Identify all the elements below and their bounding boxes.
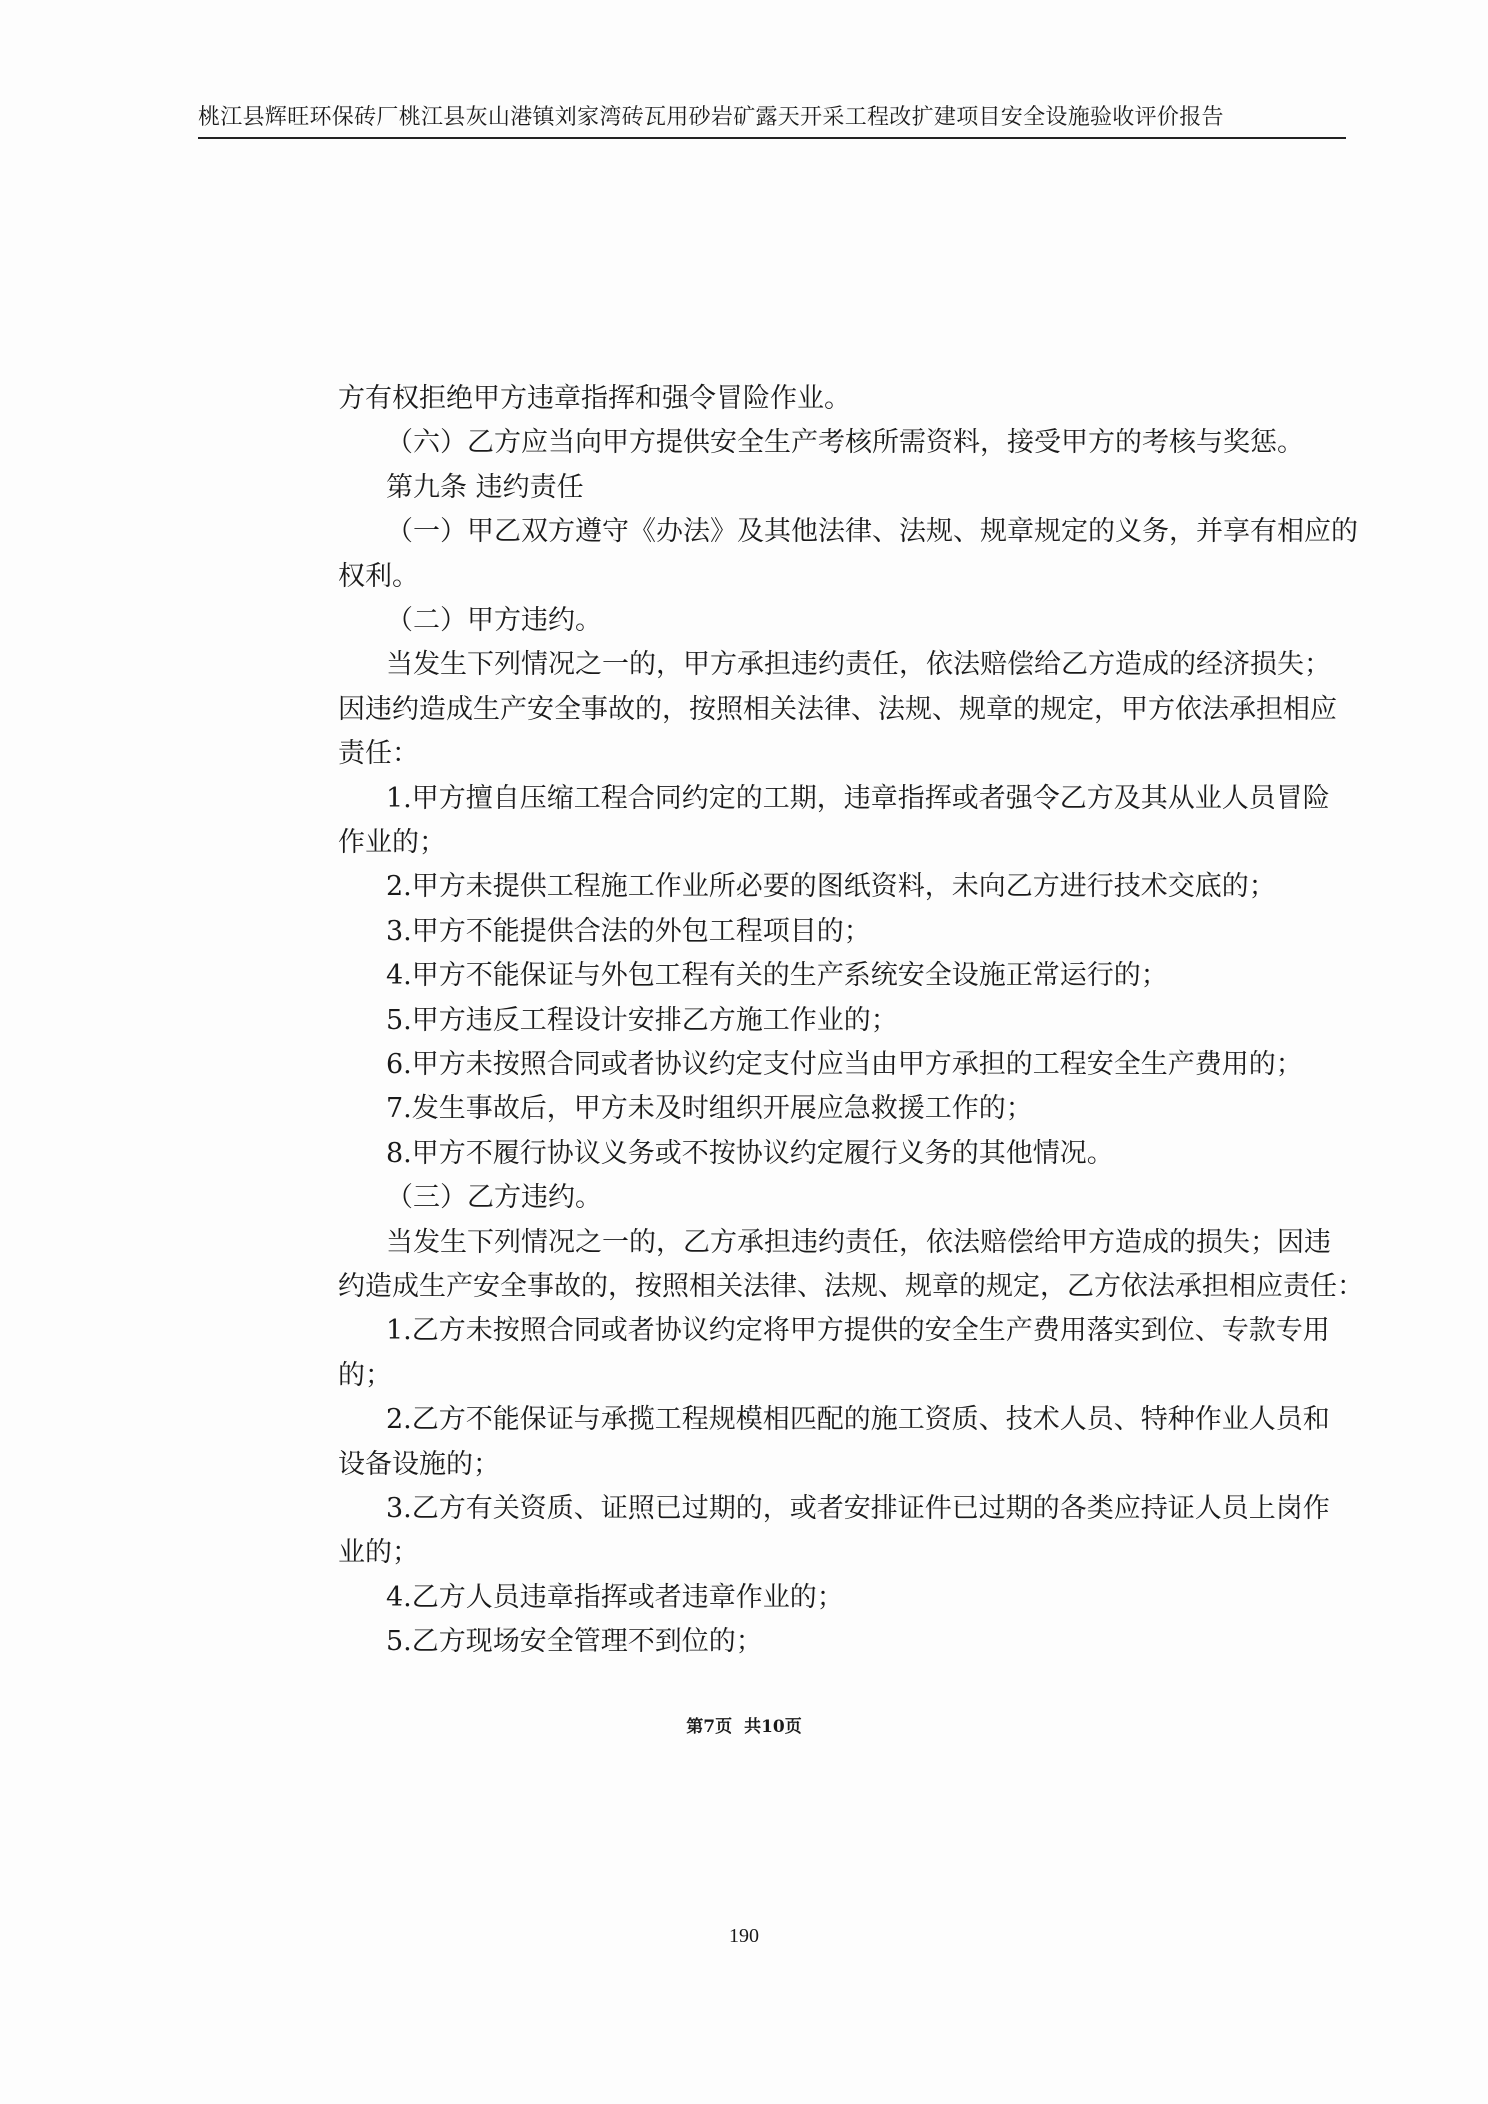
running-header: 桃江县辉旺环保砖厂桃江县灰山港镇刘家湾砖瓦用砂岩矿露天开采工程改扩建项目安全设施验收评价报告 bbox=[198, 105, 1224, 130]
body-line: 1.乙方未按照合同或者协议约定将甲方提供的安全生产费用落实到位、专款专用 bbox=[386, 1315, 1330, 1347]
body-line: 当发生下列情况之一的，乙方承担违约责任，依法赔偿给甲方造成的损失；因违 bbox=[386, 1226, 1331, 1258]
total-pages-label: 共10页 bbox=[744, 1717, 802, 1737]
body-line: 业的； bbox=[338, 1537, 419, 1569]
body-line: 4.乙方人员违章指挥或者违章作业的； bbox=[386, 1581, 844, 1613]
body-line: （三）乙方违约。 bbox=[386, 1182, 602, 1214]
page-footer bbox=[0, 1712, 1488, 1737]
body-line: 3.甲方不能提供合法的外包工程项目的； bbox=[386, 915, 871, 947]
body-line: （六）乙方应当向甲方提供安全生产考核所需资料，接受甲方的考核与奖惩。 bbox=[386, 427, 1304, 459]
current-page-label: 第7页 bbox=[686, 1717, 733, 1737]
body-line: 8.甲方不履行协议义务或不按协议约定履行义务的其他情况。 bbox=[386, 1137, 1114, 1169]
body-line: 的； bbox=[338, 1359, 392, 1391]
body-line: 2.甲方未提供工程施工作业所必要的图纸资料，未向乙方进行技术交底的； bbox=[386, 871, 1276, 903]
body-line: 因违约造成生产安全事故的，按照相关法律、法规、规章的规定，甲方依法承担相应 bbox=[338, 693, 1337, 725]
header-divider bbox=[198, 137, 1346, 139]
body-line: 6.甲方未按照合同或者协议约定支付应当由甲方承担的工程安全生产费用的； bbox=[386, 1049, 1303, 1080]
body-line: 7.发生事故后，甲方未及时组织开展应急救援工作的； bbox=[386, 1093, 1033, 1125]
body-line: 权利。 bbox=[338, 560, 419, 592]
body-line: 当发生下列情况之一的，甲方承担违约责任，依法赔偿给乙方造成的经济损失； bbox=[386, 649, 1331, 681]
body-line: （一）甲乙双方遵守《办法》及其他法律、法规、规章规定的义务，并享有相应的 bbox=[386, 516, 1358, 548]
body-line: 责任： bbox=[338, 738, 419, 770]
page-number: 190 bbox=[729, 1925, 759, 1947]
body-line: 作业的； bbox=[338, 827, 446, 858]
body-line: 2.乙方不能保证与承揽工程规模相匹配的施工资质、技术人员、特种作业人员和 bbox=[386, 1404, 1330, 1436]
body-line: 约造成生产安全事故的，按照相关法律、法规、规章的规定，乙方依法承担相应责任： bbox=[338, 1271, 1364, 1302]
body-line: 3.乙方有关资质、证照已过期的，或者安排证件已过期的各类应持证人员上岗作 bbox=[386, 1493, 1330, 1524]
body-line: 1.甲方擅自压缩工程合同约定的工期，违章指挥或者强令乙方及其从业人员冒险 bbox=[386, 782, 1330, 814]
body-line: 5.乙方现场安全管理不到位的； bbox=[386, 1626, 763, 1658]
body-line: （二）甲方违约。 bbox=[386, 605, 602, 636]
body-line: 4.甲方不能保证与外包工程有关的生产系统安全设施正常运行的； bbox=[386, 960, 1168, 992]
body-line: 5.甲方违反工程设计安排乙方施工作业的； bbox=[386, 1004, 898, 1036]
body-line: 方有权拒绝甲方违章指挥和强令冒险作业。 bbox=[338, 383, 851, 414]
body-line: 设备设施的； bbox=[338, 1448, 500, 1480]
body-line: 第九条 违约责任 bbox=[386, 471, 584, 503]
